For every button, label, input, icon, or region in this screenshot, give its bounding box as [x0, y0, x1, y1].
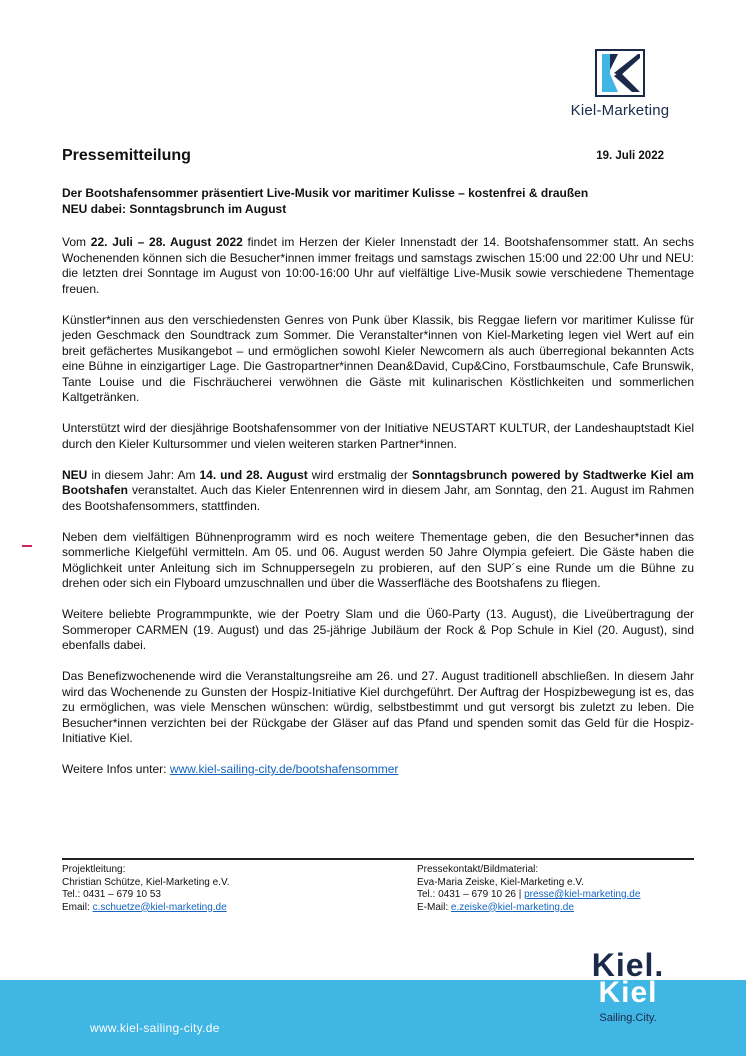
contact-email-label: E-Mail:	[417, 901, 451, 913]
kiel-marketing-logo	[560, 48, 680, 119]
p4-text-1: in diesem Jahr: Am	[87, 467, 200, 482]
contact-email-link[interactable]: c.schuetze@kiel-marketing.de	[92, 901, 227, 913]
p4-bold-1: NEU	[62, 467, 88, 482]
p4-bold-2: 14. und 28. August	[199, 467, 308, 482]
paragraph-4	[62, 468, 694, 515]
p4-bold-3: Sonntagsbrunch powered by Stadtwerke Kiel am Bootshafen	[62, 467, 694, 497]
logo-kiel-dark: Kiel.	[591, 947, 665, 983]
contact-email-row	[62, 902, 230, 915]
press-release-body	[62, 186, 694, 793]
contact-name: Eva-Maria Zeiske, Kiel-Marketing e.V.	[417, 876, 584, 888]
more-info-label: Weitere Infos unter:	[62, 762, 170, 776]
more-info-link[interactable]: www.kiel-sailing-city.de/bootshafensommer	[169, 762, 399, 776]
p1-bold: 22. Juli – 28. August 2022	[90, 235, 243, 249]
contact-email-link[interactable]: e.zeiske@kiel-marketing.de	[450, 901, 574, 913]
contact-email-label: Email:	[62, 901, 93, 913]
margin-mark	[22, 545, 32, 547]
p1-post: findet im Herzen der Kieler Innenstadt der 14. Bootshafensommer statt. An sechs Wochenenden können sich die Besucher*innen immer freitags und samstags zwischen 15:00 und 22:00 Uhr und NEU: die letzten drei Sonntage im August von 10:00-16:00 Uhr auf vielfältige Live-Musik sowie verschiedene Thementage freuen.	[62, 235, 694, 296]
kiel-sailing-city-logo	[582, 947, 674, 1024]
p1-pre: Vom	[62, 235, 91, 249]
logo-tagline: Sailing.City.	[599, 1012, 657, 1024]
brand-name: Kiel-Marketing	[570, 102, 670, 119]
paragraph-3: Unterstützt wird der diesjährige Bootshafensommer von der Initiative NEUSTART KULTUR, der Landeshauptstadt Kiel durch den Kieler Kultursommer und vielen weiteren starken Partner*innen.	[62, 421, 694, 451]
contact-name: Christian Schütze, Kiel-Marketing e.V.	[62, 876, 230, 888]
press-email-link[interactable]: presse@kiel-marketing.de	[524, 889, 641, 900]
paragraph-2: Künstler*innen aus den verschiedensten Genres von Punk über Klassik, bis Reggae liefern vor maritimer Kulisse für jeden Geschmack den Soundtrack zum Sommer. Die Veranstalter*innen von Kiel-Marketing legen viel Wert auf ein breit gefächertes Musikangebot – und ermöglichen sowohl Kieler Newcomern als auch überregional bekannten Acts eine Bühne in einzigartiger Lage. Die Gastropartner*innen Dean&David, Cup&Cino, Forstbaumschule, Cafe Brunswik, Tante Louise und die Fischräucherei verwöhnen die Gäste mit kulinarischen Köstlichkeiten und sommerlichen Kaltgetränken.	[62, 312, 694, 404]
logo-kiel-white: Kiel	[598, 976, 658, 1009]
paragraph-7: Das Benefizwochenende wird die Veranstaltungsreihe am 26. und 27. August traditionell abschließen. In diesem Jahr wird das Wochenende zu Gunsten der Hospiz-Initiative Kiel durchgeführt. Der Auftrag der Hospizbewegung ist es, das zu ermöglichen, was viele Menschen wünschen: würdig, selbstbestimmt und gut versorgt bis zuletzt zu leben. Die Besucher*innen verzichten bei der Rückgabe der Gläser auf das Pfand und spenden somit das Geld für die Hospiz-Initiative Kiel.	[62, 669, 694, 745]
kiel-marketing-k-icon	[594, 48, 646, 98]
footer-divider	[62, 858, 694, 860]
contact-email-row	[417, 902, 640, 915]
p4-text-3: veranstaltet. Auch das Kieler Entenrennen wird in diesem Jahr, am Sonntag, den 21. August im Rahmen des Bootshafensommers, stattfinden.	[62, 483, 694, 513]
footer-url: www.kiel-sailing-city.de	[90, 1021, 220, 1035]
contact-project-lead	[62, 864, 230, 914]
contact-role: Projektleitung:	[62, 864, 126, 875]
contact-role: Pressekontakt/Bildmaterial:	[417, 864, 539, 875]
paragraph-6: Weitere beliebte Programmpunkte, wie der Poetry Slam und die Ü60-Party (13. August), die Liveübertragung der Sommeroper CARMEN (19. August) und das 25-jährige Jubiläum der Rock & Pop Schule in Kiel (20. August), sind ebenfalls dabei.	[62, 607, 694, 652]
more-info	[62, 762, 694, 778]
page-title: Pressemitteilung	[62, 147, 191, 164]
contact-press	[417, 864, 640, 914]
release-date: 19. Juli 2022	[596, 150, 664, 162]
contact-phone-row	[417, 889, 640, 902]
contact-phone: Tel.: 0431 – 679 10 53	[62, 889, 161, 900]
p4-text-2: wird erstmalig der	[307, 467, 412, 482]
headline	[62, 186, 694, 217]
contact-phone: Tel.: 0431 – 679 10 26 |	[417, 889, 525, 900]
headline-line-2: NEU dabei: Sonntagsbrunch im August	[62, 201, 287, 216]
paragraph-5: Neben dem vielfältigen Bühnenprogramm wird es noch weitere Thementage geben, die den Besucher*innen das sommerliche Kielgefühl vermitteln. Am 05. und 06. August werden 50 Jahre Olympia gefeiert. Die Gäste haben die Möglichkeit unter Anleitung sich im Schnuppersegeln zu probieren, auf den SUP´s eine Runde um die Bühne zu drehen oder sich ein Flyboard umzuschnallen und über die Wasserfläche des Bootshafens zu fliegen.	[62, 529, 694, 590]
paragraph-1	[62, 235, 694, 297]
headline-line-1: Der Bootshafensommer präsentiert Live-Musik vor maritimer Kulisse – kostenfrei & draußen	[62, 186, 589, 200]
